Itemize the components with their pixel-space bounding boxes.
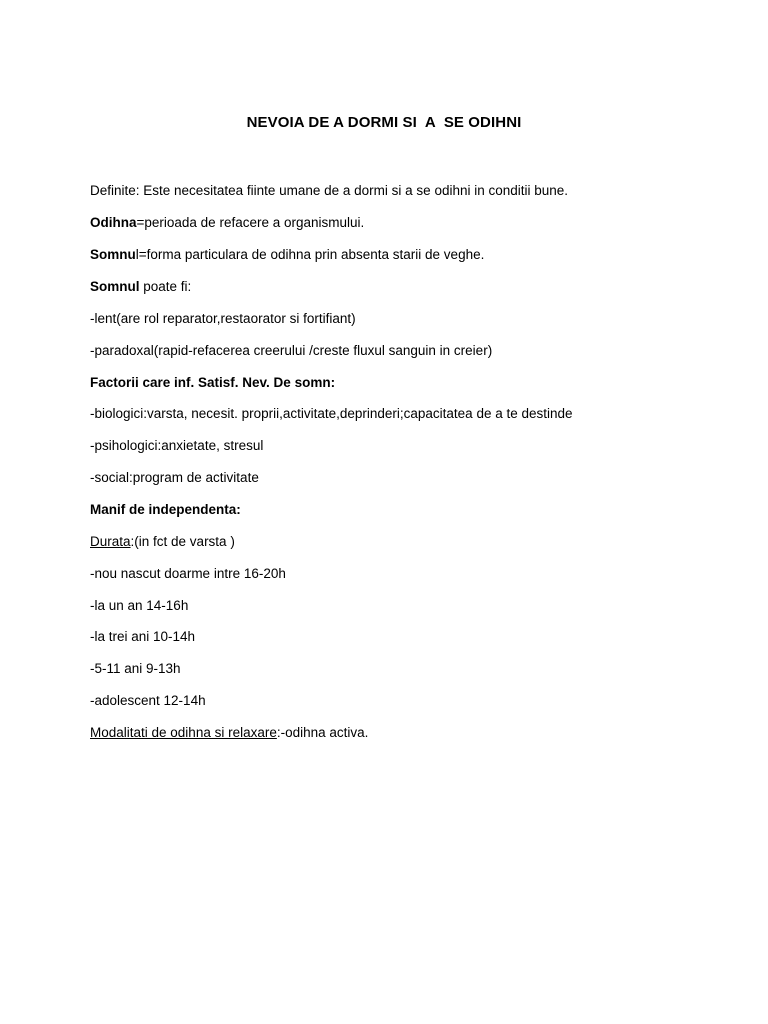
somnul-definition-text: l=forma particulara de odihna prin absenta starii de veghe.: [135, 247, 485, 262]
durata-label: Durata: [90, 534, 131, 549]
somnul-types-line: [90, 278, 191, 296]
un-an-line: -la un an 14-16h: [90, 598, 189, 613]
somnul-term: Somnu: [90, 247, 136, 262]
factori-heading: Factorii care inf. Satisf. Nev. De somn:: [90, 375, 336, 390]
modalitati-label: Modalitati de odihna si relaxare: [90, 725, 277, 740]
modalitati-text: :-odihna activa.: [276, 725, 369, 740]
odihna-line: [90, 214, 364, 232]
somnul-types-text: poate fi:: [139, 279, 192, 294]
document-title: NEVOIA DE A DORMI SI A SE ODIHNI: [246, 114, 522, 131]
adolescent-line: -adolescent 12-14h: [90, 693, 206, 708]
nou-nascut-line: -nou nascut doarme intre 16-20h: [90, 566, 286, 581]
social-line: -social:program de activitate: [90, 470, 259, 485]
modalitati-line: [90, 724, 368, 742]
definition-label: Definite:: [90, 183, 140, 198]
somnul-definition-line: [90, 246, 484, 264]
paradoxal-line: -paradoxal(rapid-refacerea creerului /creste fluxul sanguin in creier): [90, 343, 493, 358]
cinci-unsprezece-line: -5-11 ani 9-13h: [90, 661, 181, 676]
definition-line: [90, 182, 568, 200]
psihologici-line: -psihologici:anxietate, stresul: [90, 438, 264, 453]
trei-ani-line: -la trei ani 10-14h: [90, 629, 196, 644]
biologici-line: -biologici:varsta, necesit. proprii,activitate,deprinderi;capacitatea de a te destinde: [90, 406, 573, 421]
lent-line: -lent(are rol reparator,restaorator si fortifiant): [90, 311, 356, 326]
durata-line: [90, 533, 235, 551]
odihna-term: Odihna: [90, 215, 137, 230]
definition-text: Este necesitatea fiinte umane de a dormi si a se odihni in conditii bune.: [139, 183, 569, 198]
odihna-text: =perioada de refacere a organismului.: [136, 215, 365, 230]
somnul-types-term: Somnul: [90, 279, 140, 294]
manif-heading: Manif de independenta:: [90, 502, 241, 517]
durata-text: :(in fct de varsta ): [130, 534, 235, 549]
